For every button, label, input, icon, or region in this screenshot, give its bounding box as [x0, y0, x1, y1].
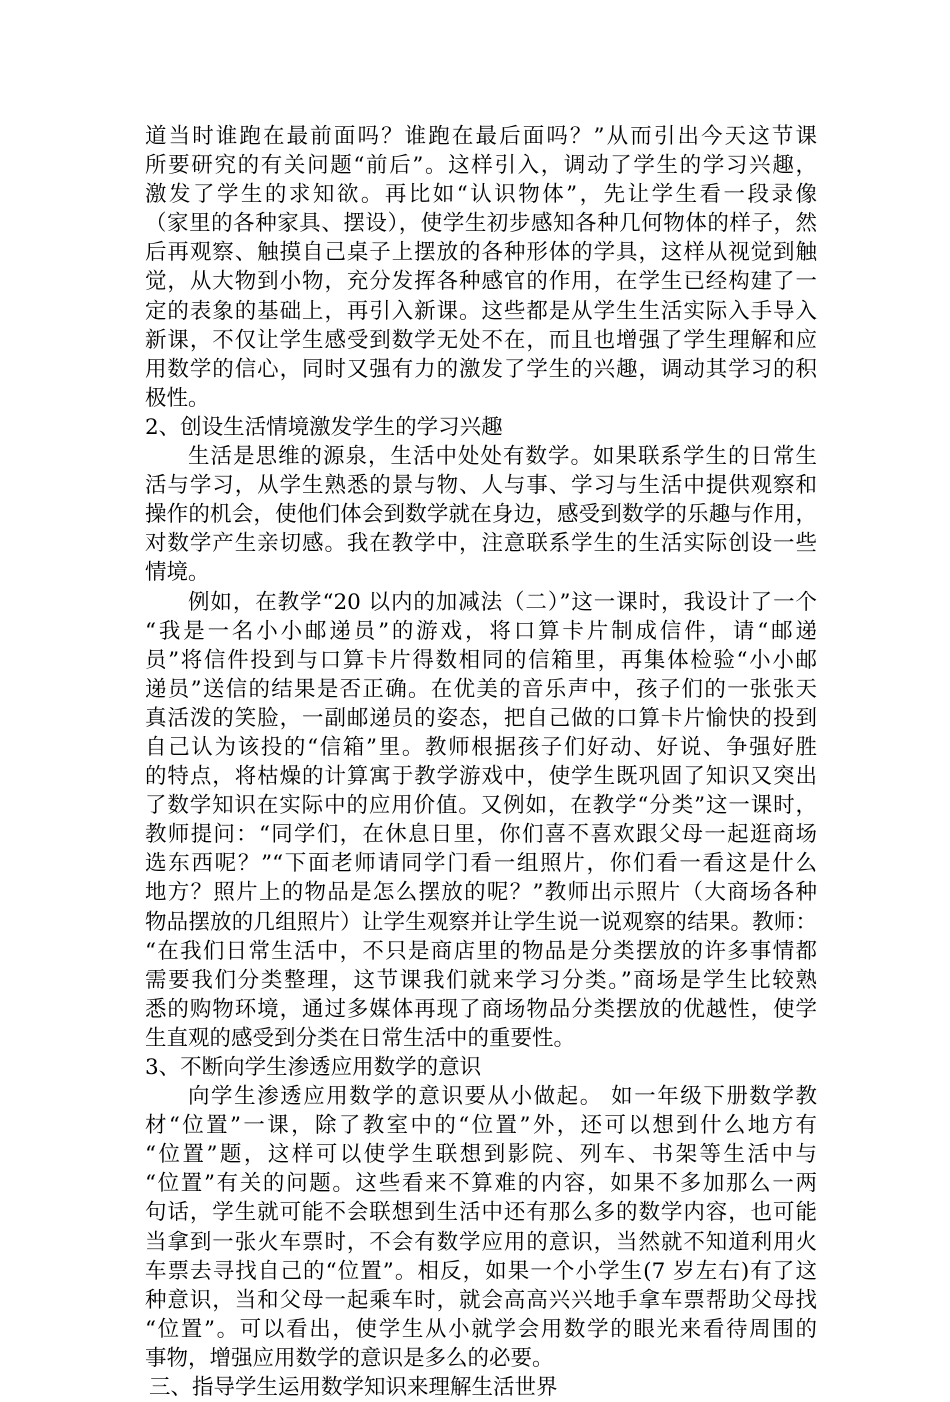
text-line: 对数学产生亲切感。我在教学中，注意联系学生的生活实际创设一些 [145, 531, 817, 557]
text-line: 用数学的信心，同时又强有力的激发了学生的兴趣，调动其学习的积 [145, 356, 817, 382]
text-line: 自己认为该投的“信箱”里。教师根据孩子们好动、好说、争强好胜 [145, 734, 817, 760]
document-page [145, 122, 817, 1402]
text-line: 激发了学生的求知欲。再比如“认识物体”，先让学生看一段录像 [145, 182, 817, 208]
text-line: 3、不断向学生渗透应用数学的意识 [145, 1055, 482, 1080]
text-line: 极性。 [145, 385, 210, 411]
text-line: 句话，学生就可能不会联想到生活中还有那么多的数学内容，也可能 [145, 1200, 817, 1226]
text-line: “我是一名小小邮递员”的游戏，将口算卡片制成信件，请“邮递 [145, 618, 817, 644]
text-line: 事物，增强应用数学的意识是多么的必要。 [145, 1345, 554, 1371]
text-line: 操作的机会，使他们体会到数学就在身边，感受到数学的乐趣与作用， [145, 502, 817, 528]
text-line: 了数学知识在实际中的应用价值。又例如，在教学“分类”这一课时， [145, 793, 817, 819]
text-line: 悉的购物环境，通过多媒体再现了商场物品分类摆放的优越性，使学 [145, 996, 817, 1022]
text-line: 递员”送信的结果是否正确。在优美的音乐声中，孩子们的一张张天 [145, 676, 817, 702]
text-line: “位置”。可以看出，使学生从小就学会用数学的眼光来看待周围的 [145, 1316, 817, 1342]
text-line: “位置”题，这样可以使学生联想到影院、列车、书架等生活中与 [145, 1142, 817, 1168]
text-line: 生活是思维的源泉，生活中处处有数学。如果联系学生的日常生 [188, 444, 817, 470]
text-line: 三、指导学生运用数学知识来理解生活世界 [149, 1375, 558, 1401]
text-line: 材“位置”一课，除了教室中的“位置”外，还可以想到什么地方有 [145, 1113, 817, 1139]
text-line: 觉，从大物到小物，充分发挥各种感官的作用，在学生已经构建了一 [145, 269, 817, 295]
text-line: 后再观察、触摸自己桌子上摆放的各种形体的学具，这样从视觉到触 [145, 240, 817, 266]
text-line: 情境。 [145, 560, 210, 586]
text-line: 真活泼的笑脸，一副邮递员的姿态，把自己做的口算卡片愉快的投到 [145, 705, 817, 731]
text-line: 需要我们分类整理，这节课我们就来学习分类。”商场是学生比较熟 [145, 967, 817, 993]
text-line: 道当时谁跑在最前面吗？谁跑在最后面吗？”从而引出今天这节课 [145, 124, 817, 149]
text-line: 教师提问：“同学们，在休息日里，你们喜不喜欢跟父母一起逛商场 [145, 822, 817, 848]
text-line: 所要研究的有关问题“前后”。这样引入，调动了学生的学习兴趣， [145, 153, 817, 179]
text-line: 车票去寻找自己的“位置”。相反，如果一个小学生(7 岁左右)有了这 [145, 1258, 817, 1284]
text-line: 物品摆放的几组照片）让学生观察并让学生说一说观察的结果。教师： [145, 909, 817, 935]
text-line: 活与学习，从学生熟悉的景与物、人与事、学习与生活中提供观察和 [145, 473, 817, 499]
text-line: 的特点，将枯燥的计算寓于教学游戏中，使学生既巩固了知识又突出 [145, 764, 817, 790]
text-line: 新课，不仅让学生感受到数学无处不在，而且也增强了学生理解和应 [145, 327, 817, 353]
text-line: “位置”有关的问题。这些看来不算难的内容，如果不多加那么一两 [145, 1171, 817, 1197]
text-line: 员”将信件投到与口算卡片得数相同的信箱里，再集体检验“小小邮 [145, 647, 817, 673]
text-line: 向学生渗透应用数学的意识要从小做起。 如一年级下册数学教 [188, 1084, 817, 1110]
text-line: （家里的各种家具、摆设），使学生初步感知各种几何物体的样子，然 [145, 211, 817, 237]
text-line: 地方？照片上的物品是怎么摆放的呢？”教师出示照片（大商场各种 [145, 880, 817, 906]
text-line: 当拿到一张火车票时，不会有数学应用的意识，当然就不知道利用火 [145, 1229, 817, 1255]
text-line: 定的表象的基础上，再引入新课。这些都是从学生生活实际入手导入 [145, 298, 817, 324]
text-line: 种意识，当和父母一起乘车时，就会高高兴兴地手拿车票帮助父母找 [145, 1287, 817, 1313]
text-line: “在我们日常生活中，不只是商店里的物品是分类摆放的许多事情都 [145, 938, 817, 964]
text-line: 生直观的感受到分类在日常生活中的重要性。 [145, 1025, 576, 1051]
text-line: 2、创设生活情境激发学生的学习兴趣 [145, 414, 503, 440]
text-line: 选东西呢？”“下面老师请同学门看一组照片，你们看一看这是什么 [145, 851, 817, 877]
text-line: 例如，在教学“20 以内的加减法（二）”这一课时，我设计了一个 [188, 589, 817, 615]
